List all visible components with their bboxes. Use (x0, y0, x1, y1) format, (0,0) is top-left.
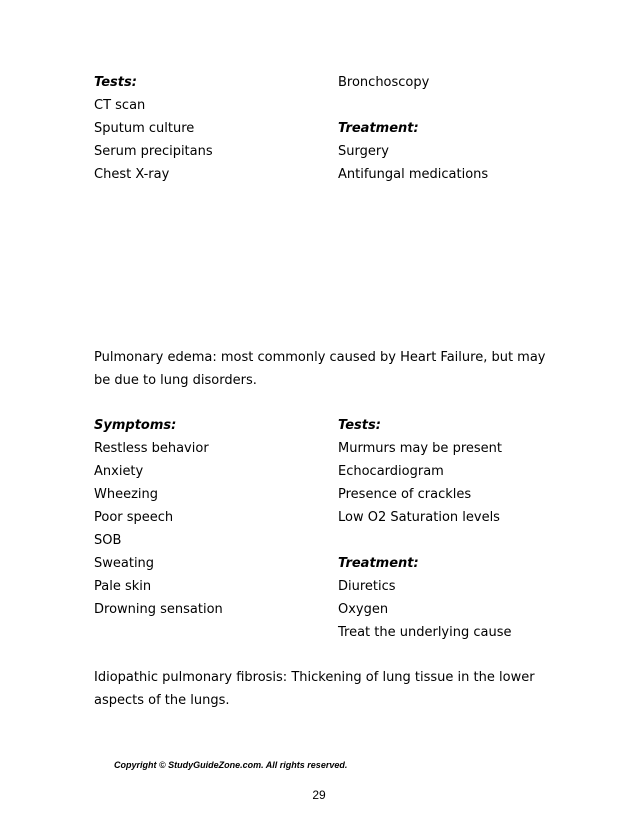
tests-heading: Tests: (94, 75, 137, 90)
symptom-item: Poor speech (94, 510, 174, 525)
edema-intro-line: be due to lung disorders. (94, 373, 257, 388)
test-item: Serum precipitans (94, 144, 213, 159)
treatment-heading: Treatment: (338, 121, 419, 136)
page-number: 29 (312, 788, 326, 802)
test-item: Bronchoscopy (338, 75, 430, 90)
test-item: Echocardiogram (338, 464, 444, 479)
treatment-heading: Treatment: (338, 556, 419, 571)
treatment-item: Diuretics (338, 579, 396, 594)
symptom-item: Drowning sensation (94, 602, 223, 617)
treatment-item: Oxygen (338, 602, 389, 617)
copyright-notice: Copyright © StudyGuideZone.com. All rights reserved. (114, 760, 348, 770)
symptom-item: Pale skin (94, 579, 152, 594)
treatment-item: Antifungal medications (338, 167, 489, 182)
treatment-item: Surgery (338, 144, 389, 159)
test-item: Murmurs may be present (338, 441, 502, 456)
test-item: Low O2 Saturation levels (338, 510, 500, 525)
test-item: Chest X-ray (94, 167, 170, 182)
test-item: Presence of crackles (338, 487, 472, 502)
fibrosis-line: Idiopathic pulmonary fibrosis: Thickening of lung tissue in the lower (94, 670, 535, 685)
symptom-item: Sweating (94, 556, 155, 571)
edema-intro-line: Pulmonary edema: most commonly caused by Heart Failure, but may (94, 350, 546, 365)
symptom-item: SOB (94, 533, 122, 548)
symptoms-heading: Symptoms: (94, 418, 177, 433)
test-item: CT scan (94, 98, 146, 113)
treatment-item: Treat the underlying cause (338, 625, 512, 640)
symptom-item: Anxiety (94, 464, 144, 479)
symptom-item: Wheezing (94, 487, 159, 502)
symptom-item: Restless behavior (94, 441, 209, 456)
test-item: Sputum culture (94, 121, 195, 136)
tests-heading: Tests: (338, 418, 381, 433)
fibrosis-line: aspects of the lungs. (94, 693, 230, 708)
